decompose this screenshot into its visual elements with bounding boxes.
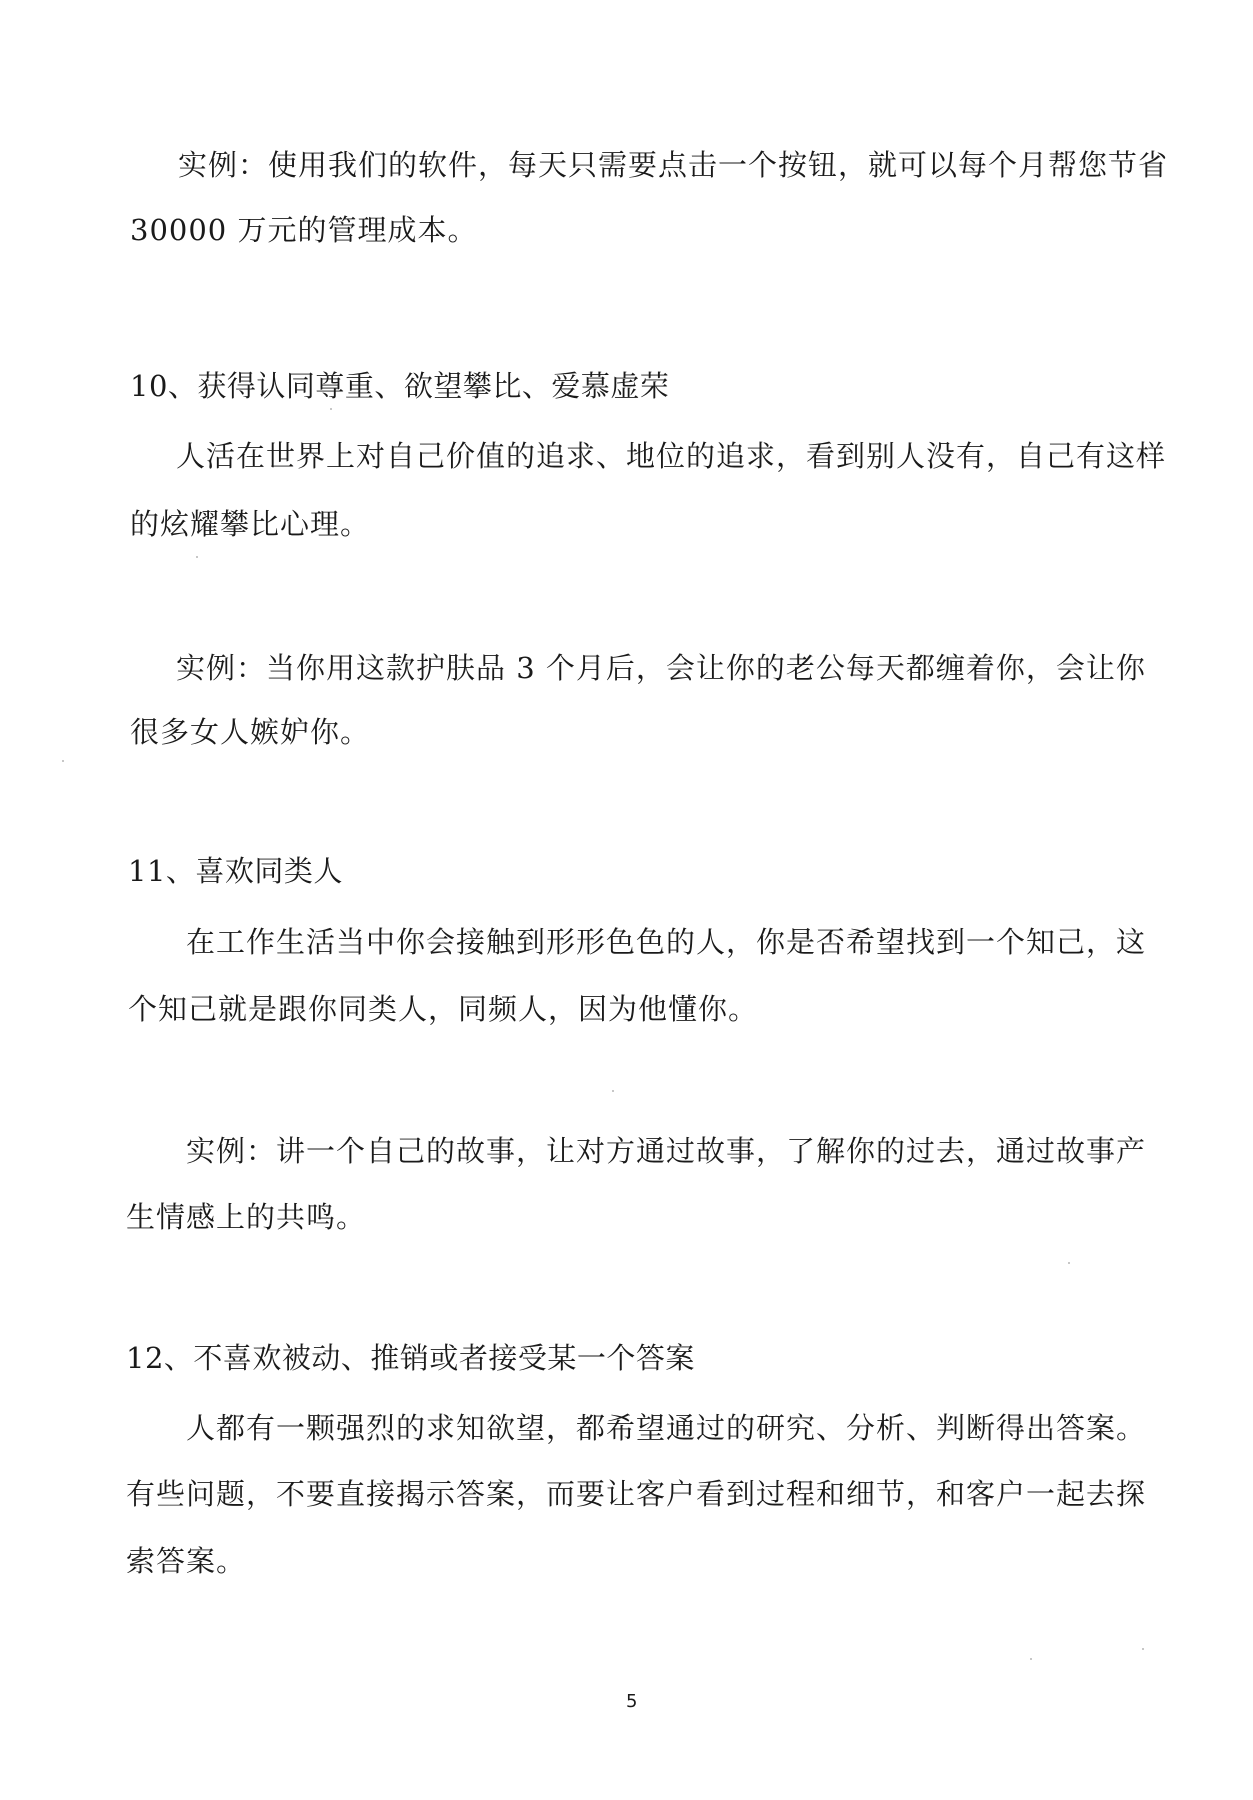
example-1-line-1: 实例：使用我们的软件，每天只需要点击一个按钮，就可以每个月帮您节省	[178, 148, 1169, 182]
section-12-heading: 12、不喜欢被动、推销或者接受某一个答案	[126, 1341, 695, 1375]
section-11-paragraph-line-1: 在工作生活当中你会接触到形形色色的人，你是否希望找到一个知己，这	[186, 925, 1147, 959]
example-11-line-1: 实例：讲一个自己的故事，让对方通过故事，了解你的过去，通过故事产	[186, 1134, 1147, 1168]
section-11-paragraph-line-2: 个知己就是跟你同类人，同频人，因为他懂你。	[128, 992, 759, 1026]
example-10-line-1: 实例：当你用这款护肤品 3 个月后，会让你的老公每天都缠着你，会让你	[176, 651, 1146, 685]
example-10-line-2: 很多女人嫉妒你。	[130, 715, 371, 749]
example-11-line-2: 生情感上的共鸣。	[126, 1200, 367, 1234]
section-10-paragraph-line-2: 的炫耀攀比心理。	[130, 507, 371, 541]
section-11-heading: 11、喜欢同类人	[128, 854, 343, 888]
section-12-paragraph-line-1: 人都有一颗强烈的求知欲望，都希望通过的研究、分析、判断得出答案。	[186, 1411, 1147, 1445]
scan-speck	[1030, 1658, 1032, 1660]
scan-speck	[330, 408, 332, 410]
section-12-paragraph-line-3: 索答案。	[126, 1544, 247, 1578]
section-10-paragraph-line-1: 人活在世界上对自己价值的追求、地位的追求，看到别人没有，自己有这样	[176, 439, 1167, 473]
section-10-heading: 10、获得认同尊重、欲望攀比、爱慕虚荣	[130, 369, 670, 403]
section-12-paragraph-line-2: 有些问题，不要直接揭示答案，而要让客户看到过程和细节，和客户一起去探	[126, 1477, 1147, 1511]
example-1-line-2: 30000 万元的管理成本。	[130, 213, 478, 247]
scan-speck	[612, 1090, 614, 1092]
scan-speck	[1068, 1262, 1070, 1264]
page-number: 5	[626, 1691, 638, 1712]
scan-speck	[196, 556, 198, 558]
scan-speck	[1142, 1648, 1144, 1650]
scan-speck	[62, 760, 64, 762]
